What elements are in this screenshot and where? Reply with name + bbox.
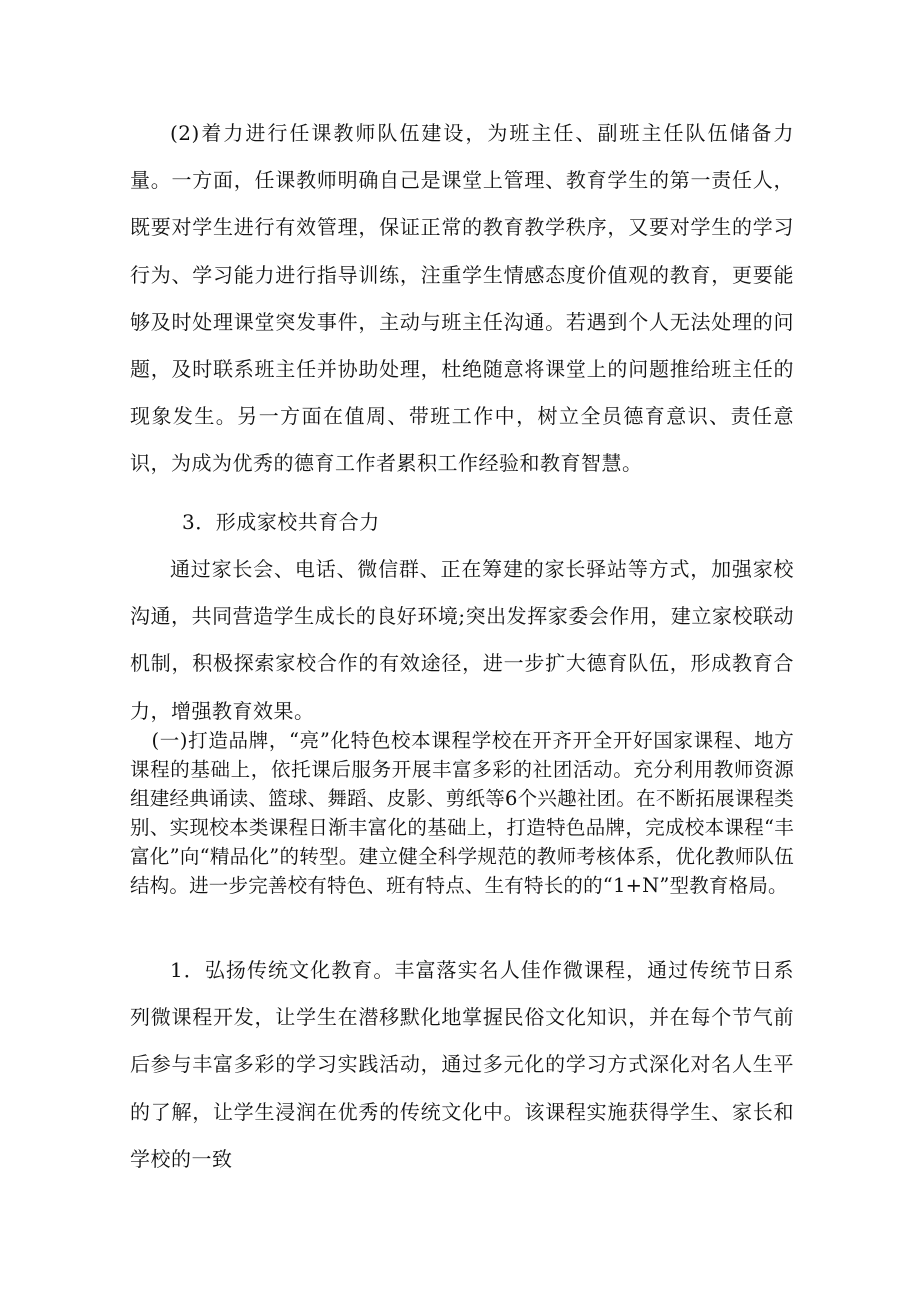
paragraph-traditional-culture: 1．弘扬传统文化教育。丰富落实名人佳作微课程，通过传统节日系列微课程开发，让学生在潜移默化地掌握民俗文化知识，并在每个节气前后参与丰富多彩的学习实践活动，通过多元化的学习方式深化对名人生平的了解，让学生浸润在优秀的传统文化中。该课程实施获得学生、家长和学校的一致 [130, 958, 794, 1171]
paragraph-brand-courses: (一)打造品牌，“亮”化特色校本课程学校在开齐开全开好国家课程、地方课程的基础上，依托课后服务开展丰富多彩的社团活动。充分利用教师资源组建经典诵读、篮球、舞蹈、皮影、剪纸等6个兴趣社团。在不断拓展课程类别、实现校本类课程日渐丰富化的基础上，打造特色品牌，完成校本课程“丰富化”向“精品化”的转型。建立健全科学规范的教师考核体系，优化教师队伍结构。进一步完善校有特色、班有特点、生有特长的的“1+N”型教育格局。 [130, 729, 794, 897]
section-heading-home-school: 3．形成家校共育合力 [182, 510, 380, 534]
paragraph-home-school: 通过家长会、电话、微信群、正在筹建的家长驿站等方式，加强家校沟通，共同营造学生成长的良好环境;突出发挥家委会作用，建立家校联动机制，积极探索家校合作的有效途径，进一步扩大德育队伍，形成教育合力，增强教育效果。 [130, 557, 794, 723]
paragraph-teacher-team: (2)着力进行任课教师队伍建设，为班主任、副班主任队伍储备力量。一方面，任课教师明确自己是课堂上管理、教育学生的第一责任人，既要对学生进行有效管理，保证正常的教育教学秩序，又要对学生的学习行为、学习能力进行指导训练，注重学生情感态度价值观的教育，更要能够及时处理课堂突发事件，主动与班主任沟通。若遇到个人无法处理的问题，及时联系班主任并协助处理，杜绝随意将课堂上的问题推给班主任的现象发生。另一方面在值周、带班工作中，树立全员德育意识、责任意识，为成为优秀的德育工作者累积工作经验和教育智慧。 [130, 121, 794, 476]
